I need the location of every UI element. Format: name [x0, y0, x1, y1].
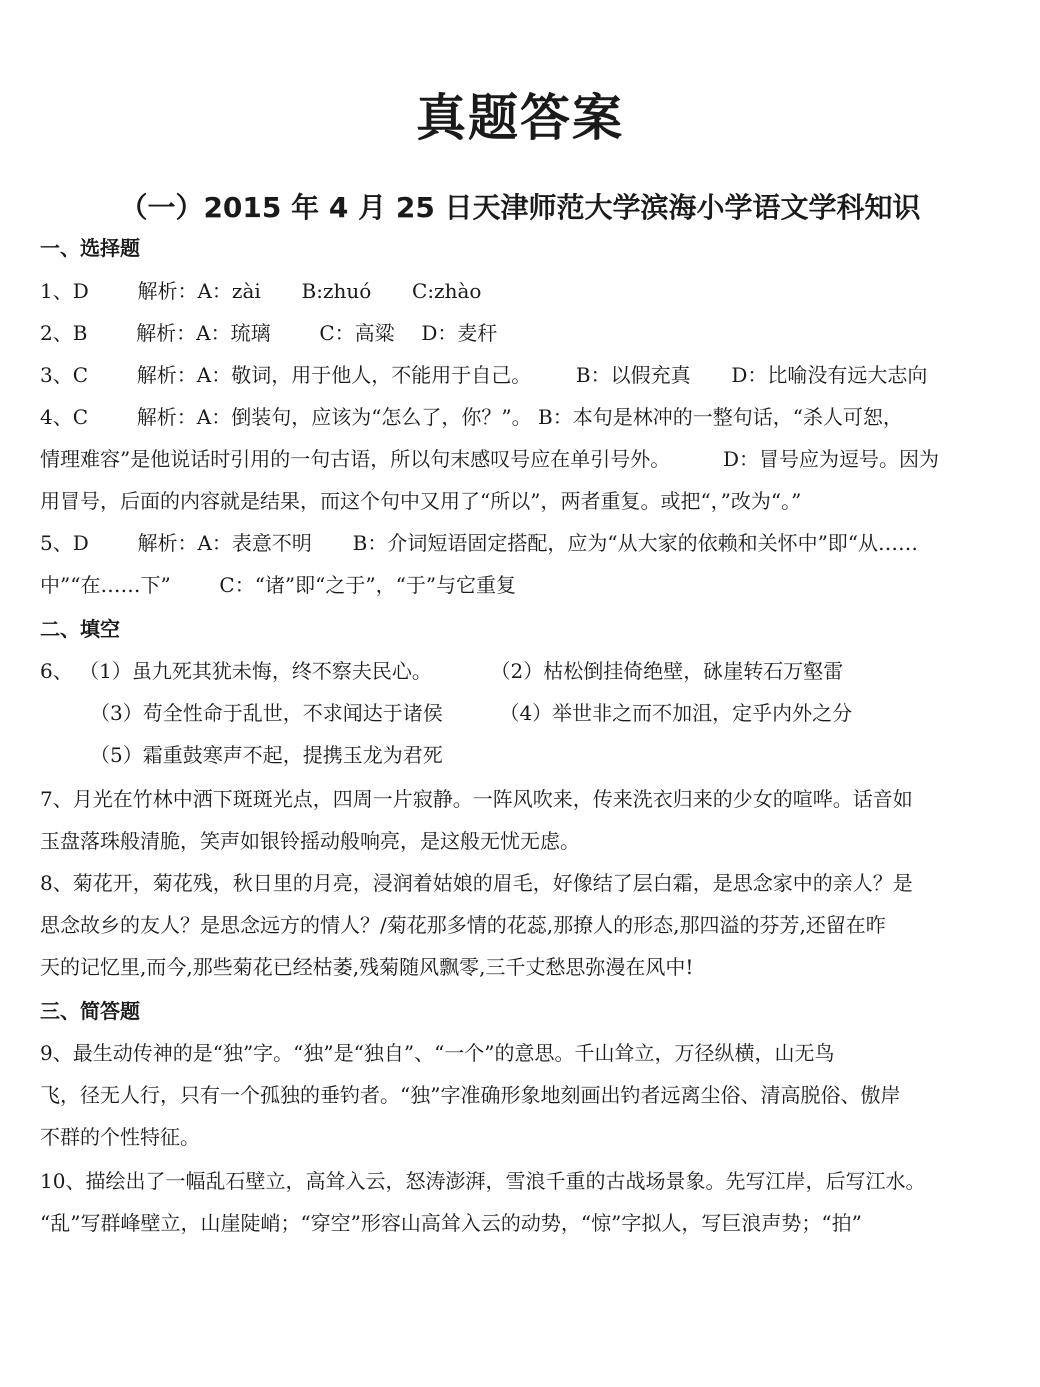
- section-heading-fill: 二、填空: [40, 617, 120, 641]
- answer-line: [90, 699, 852, 727]
- section-heading-choice: 一、选择题: [40, 236, 140, 260]
- answer-number: 5、D: [40, 531, 89, 555]
- answer-analysis: 解析：A：倒装句，应该为“怎么了，你？”。 B：本句是林冲的一整句话，“杀人可恕，: [136, 405, 903, 429]
- poem-line: （1）虽九死其犹未悔，终不察夫民心。: [79, 659, 432, 683]
- section-heading-short: 三、简答题: [40, 999, 140, 1023]
- answer-line: [40, 403, 903, 431]
- answer-analysis: D：冒号应为逗号。因为: [722, 447, 939, 471]
- page-title: 真题答案: [416, 89, 624, 147]
- answer-line: [40, 445, 939, 473]
- answer-analysis: C：高粱: [319, 321, 395, 345]
- answer-analysis: 解析：A：zài: [137, 279, 261, 303]
- page-subtitle: （一）2015 年 4 月 25 日天津师范大学滨海小学语文学科知识: [119, 191, 921, 224]
- answer-line: [40, 277, 481, 305]
- answer-line: （5）霜重鼓寒声不起，提携玉龙为君死: [90, 743, 443, 767]
- answer-analysis: B：介词短语固定搭配，应为“从大家的依赖和关怀中”即“从……: [352, 531, 919, 555]
- poem-line: （2）枯松倒挂倚绝壁，砯崖转石万壑雷: [490, 659, 844, 683]
- answer-line: [40, 361, 927, 389]
- answer-analysis: C:zhào: [412, 279, 482, 303]
- answer-number: 1、D: [40, 279, 89, 303]
- answer-number: 6、: [40, 659, 73, 683]
- answer-analysis: B：以假充真: [575, 363, 691, 387]
- answer-analysis: 中”“在……下”: [40, 573, 171, 597]
- answer-line: 10、描绘出了一幅乱石壁立，高耸入云，怒涛澎湃，雪浪千重的古战场景象。先写江岸，后写江水。: [40, 1169, 926, 1193]
- answer-line: [40, 319, 497, 347]
- answer-line: 9、最生动传神的是“独”字。“独”是“独自”、“一个”的意思。千山耸立，万径纵横，山无鸟: [40, 1041, 835, 1065]
- answer-number: 3、C: [40, 363, 89, 387]
- answer-number: 4、C: [40, 405, 89, 429]
- answer-line: 用冒号，后面的内容就是结果，而这个句中又用了“所以”，两者重复。或把“，”改为“。”: [40, 489, 802, 513]
- answer-number: 2、B: [40, 321, 88, 345]
- answer-analysis: D：麦秆: [421, 321, 498, 345]
- answer-line: 天的记忆里,而今,那些菊花已经枯萎,残菊随风飘零,三千丈愁思弥漫在风中!: [40, 955, 694, 979]
- answer-analysis: 解析：A：表意不明: [137, 531, 312, 555]
- answer-line: 8、菊花开，菊花残，秋日里的月亮，浸润着姑娘的眉毛，好像结了层白霜，是思念家中的亲人？是: [40, 871, 913, 895]
- answer-analysis: 解析：A：琉璃: [136, 321, 271, 345]
- answer-line: 玉盘落珠般清脆，笑声如银铃摇动般响亮，是这般无忧无虑。: [40, 829, 580, 853]
- answer-line: 思念故乡的友人？是思念远方的情人？/菊花那多情的花蕊,那撩人的形态,那四溢的芬芳,还留在昨: [40, 913, 886, 937]
- answer-analysis: B:zhuó: [301, 279, 372, 303]
- poem-line: （3）苟全性命于乱世，不求闻达于诸侯: [90, 701, 443, 725]
- answer-line: [40, 529, 918, 557]
- answer-analysis: 情理难容”是他说话时引用的一句古语，所以句末感叹号应在单引号外。: [40, 447, 671, 471]
- answer-line: 不群的个性特征。: [40, 1125, 200, 1149]
- answer-line: 7、月光在竹林中洒下斑斑光点，四周一片寂静。一阵风吹来，传来洗衣归来的少女的喧哗。话音如: [40, 787, 913, 811]
- answer-analysis: C：“诸”即“之于”，“于”与它重复: [219, 573, 517, 597]
- answer-analysis: 解析：A：敬词，用于他人，不能用于自己。: [136, 363, 532, 387]
- answer-analysis: D：比喻没有远大志向: [731, 363, 928, 387]
- answer-line: “乱”写群峰壁立，山崖陡峭；“穿空”形容山高耸入云的动势，“惊”字拟人，写巨浪声势；“拍”: [40, 1211, 862, 1235]
- answer-line: [40, 657, 843, 685]
- answer-line: 飞，径无人行，只有一个孤独的垂钓者。“独”字准确形象地刻画出钓者远离尘俗、清高脱俗、傲岸: [40, 1083, 901, 1107]
- poem-line: （4）举世非之而不加沮，定乎内外之分: [499, 701, 853, 725]
- answer-line: [40, 571, 516, 599]
